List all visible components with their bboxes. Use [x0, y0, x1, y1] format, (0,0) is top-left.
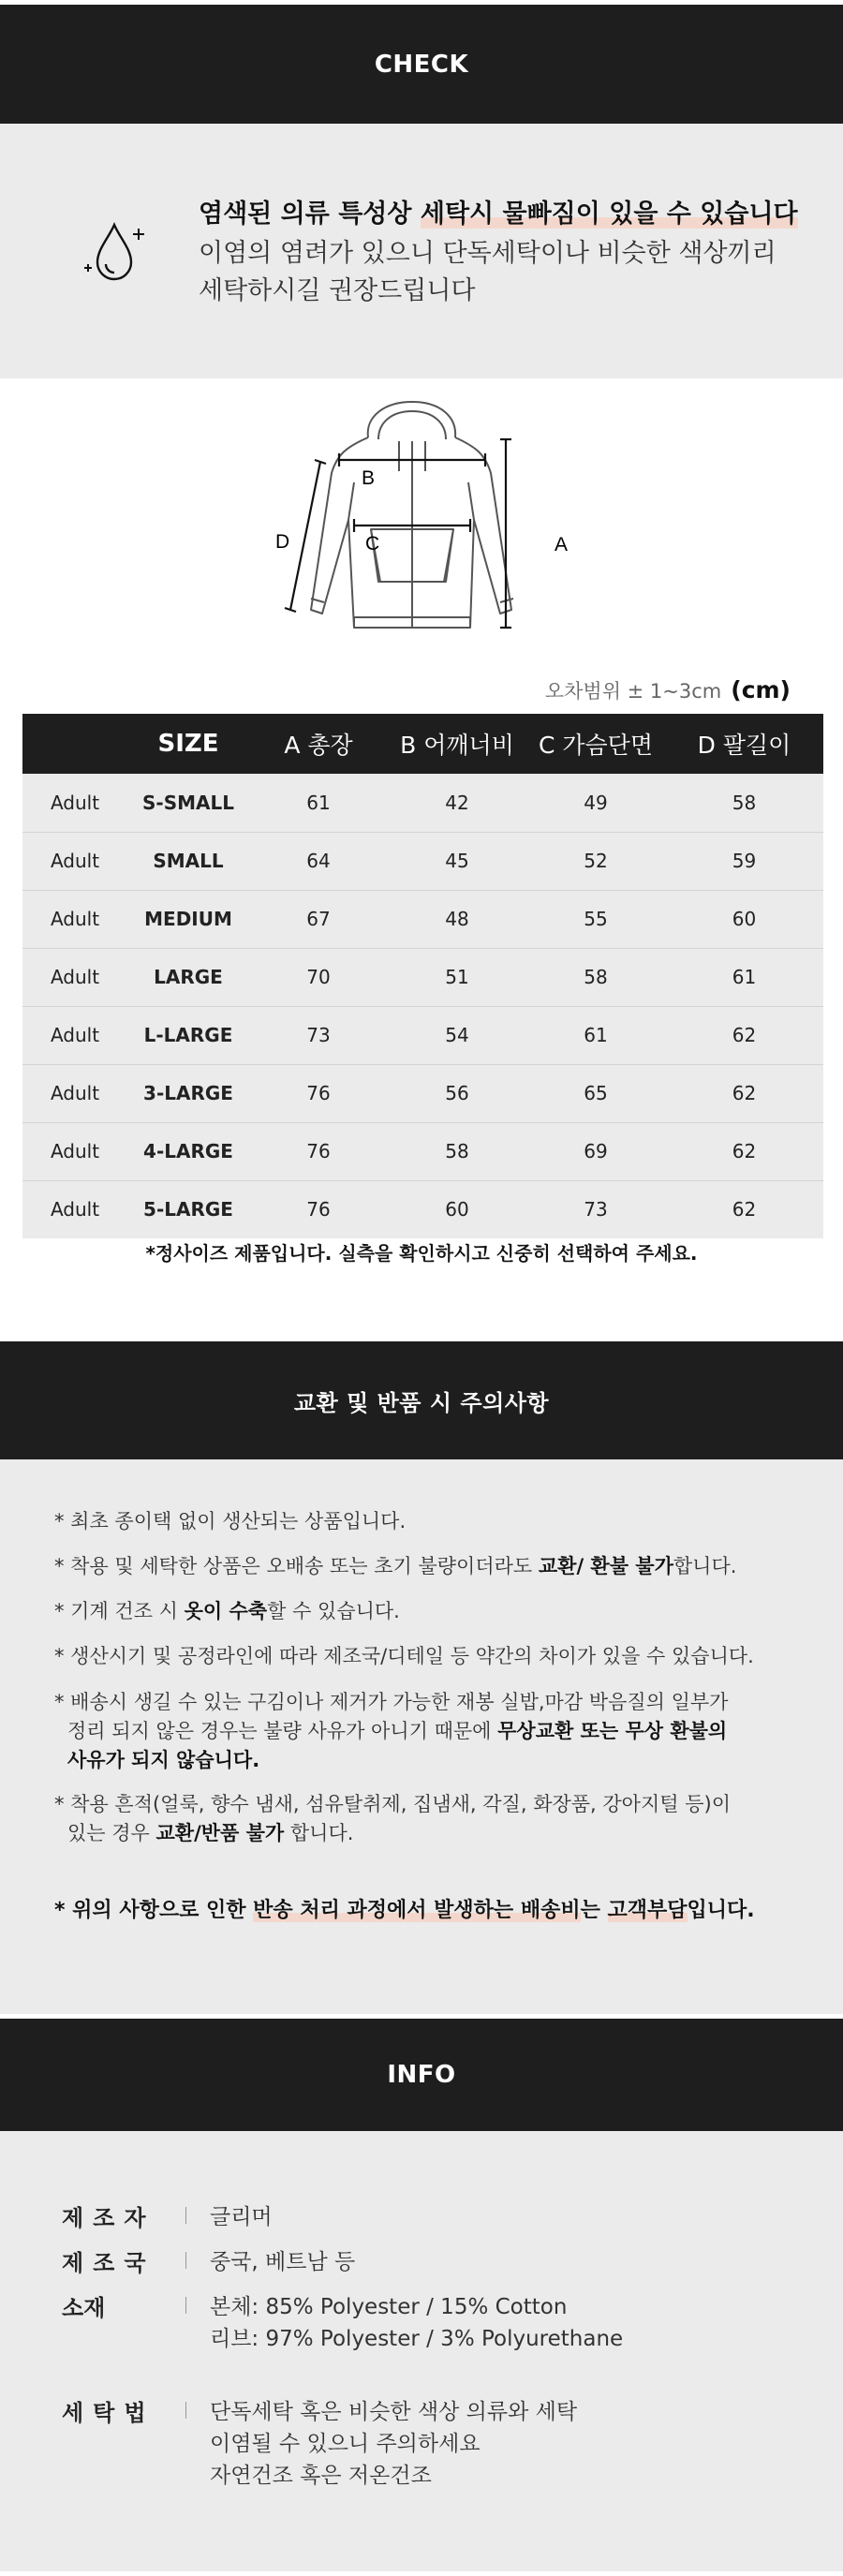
size-b-cell: 51	[388, 948, 526, 1006]
size-age-cell: Adult	[22, 832, 127, 890]
caution-item-3-bold: 옷이 수축	[184, 1600, 268, 1622]
caution-item-2-bold: 교환/ 환불 불가	[538, 1555, 673, 1577]
caution-item-5-line-1: * 배송시 생길 수 있는 구김이나 제거가 가능한 재봉 실밥,마감 박음질의 일부가	[54, 1691, 729, 1713]
size-d-cell: 58	[665, 774, 823, 832]
size-b-cell: 42	[388, 774, 526, 832]
info-wash-value-2: 이염될 수 있으니 주의하세요	[210, 2432, 481, 2456]
info-wash-value-1: 단독세탁 혹은 비슷한 색상 의류와 세탁	[210, 2400, 578, 2424]
size-name-cell: 5-LARGE	[143, 1198, 233, 1221]
info-maker-key: 제조자	[62, 2205, 155, 2231]
size-d-cell: 62	[665, 1064, 823, 1122]
header-size: SIZE	[157, 730, 219, 758]
caution-item-5-line-2	[54, 1717, 728, 1746]
info-material-value-1: 본체: 85% Polyester / 15% Cotton	[210, 2295, 568, 2319]
size-table-row	[22, 1064, 823, 1122]
size-table-row	[22, 1122, 823, 1180]
caution-item-3-text: * 기계 건조 시	[54, 1600, 185, 1622]
caution-item-1: * 최초 종이택 없이 생산되는 상품입니다.	[54, 1510, 407, 1532]
size-b-cell: 60	[445, 1198, 469, 1221]
header-age	[22, 714, 127, 774]
size-c-cell: 58	[526, 948, 665, 1006]
caution-item-2-text: * 착용 및 세탁한 상품은 오배송 또는 초기 불량이더라도	[54, 1555, 539, 1577]
size-a-cell: 64	[249, 832, 388, 890]
header-d: D 팔길이	[697, 732, 791, 759]
size-c-cell: 65	[526, 1064, 665, 1122]
size-c-cell: 49	[526, 774, 665, 832]
caution-item-3-tail: 할 수 있습니다.	[267, 1600, 400, 1622]
size-b-cell: 54	[388, 1006, 526, 1064]
caution-item-6-line-1: * 착용 흔적(얼룩, 향수 냄새, 섬유탈취제, 집냄새, 각질, 화장품, 강아지털 등)이	[54, 1793, 731, 1815]
label-a: A	[555, 534, 569, 555]
caution-item-2	[54, 1552, 736, 1581]
size-name-cell: L-LARGE	[127, 1006, 249, 1064]
size-table-row	[22, 832, 823, 890]
unit-label: (cm)	[731, 676, 791, 703]
size-table-row	[22, 774, 823, 832]
caution-shipping-tail: 입니다.	[687, 1899, 755, 1922]
size-table-row	[22, 1180, 823, 1238]
info-wash-value-3: 자연건조 혹은 저온건조	[210, 2464, 432, 2488]
size-a-cell: 70	[249, 948, 388, 1006]
check-headline-text: 염색된 의류 특성상	[199, 200, 421, 229]
caution-item-5	[54, 1688, 728, 1775]
check-line-2: 세탁하시길 권장드립니다	[199, 276, 476, 305]
label-c: C	[365, 533, 380, 555]
size-b-cell: 58	[388, 1122, 526, 1180]
caution-title: 교환 및 반품 시 주의사항	[293, 1389, 550, 1416]
caution-header	[0, 1341, 843, 1459]
size-c-cell: 55	[526, 890, 665, 948]
size-age-cell: Adult	[22, 1064, 127, 1122]
size-name-cell: 3-LARGE	[127, 1064, 249, 1122]
caution-item-4: * 생산시기 및 공정라인에 따라 제조국/디테일 등 약간의 차이가 있을 수 있습니다.	[54, 1645, 754, 1667]
size-c-cell: 73	[584, 1198, 608, 1221]
size-age-cell: Adult	[22, 1006, 127, 1064]
info-material-key	[62, 2289, 165, 2322]
size-d-cell: 62	[665, 1122, 823, 1180]
size-b-cell: 45	[388, 832, 526, 890]
size-name-cell: S-SMALL	[127, 774, 249, 832]
info-header	[0, 2019, 843, 2131]
caution-shipping-mid: 는	[580, 1899, 608, 1922]
caution-item-5-line-3	[54, 1746, 728, 1775]
size-c-cell: 69	[526, 1122, 665, 1180]
tolerance-note	[545, 676, 791, 704]
info-title: INFO	[387, 2061, 456, 2089]
check-header	[0, 5, 843, 124]
caution-item-6	[54, 1790, 731, 1848]
hoodie-diagram	[262, 398, 599, 646]
size-d-cell: 62	[732, 1198, 757, 1221]
info-maker-value: 글리머	[210, 2205, 273, 2229]
size-table-row	[22, 890, 823, 948]
check-title: CHECK	[374, 50, 469, 79]
info-material-value-2: 리브: 97% Polyester / 3% Polyurethane	[210, 2327, 624, 2351]
size-b-cell: 56	[388, 1064, 526, 1122]
header-b: B 어깨너비	[400, 732, 514, 759]
tolerance-text: 오차범위 ± 1~3cm	[544, 680, 722, 703]
label-b: B	[362, 467, 376, 489]
info-wash-key: 세탁법	[62, 2400, 155, 2426]
size-d-cell: 62	[665, 1006, 823, 1064]
check-headline	[199, 193, 798, 229]
caution-shipping-note	[54, 1894, 755, 1923]
size-d-cell: 61	[665, 948, 823, 1006]
size-a-cell: 73	[249, 1006, 388, 1064]
caution-shipping-highlight: 반송 처리 과정에서 발생하는 배송비	[253, 1899, 581, 1922]
size-a-cell: 76	[249, 1064, 388, 1122]
caution-item-5-line-2-bold: 무상교환 또는 무상 환불의	[497, 1720, 728, 1742]
label-d: D	[275, 531, 290, 553]
size-name-cell: 4-LARGE	[127, 1122, 249, 1180]
size-note: *정사이즈 제품입니다. 실측을 확인하시고 신중히 선택하여 주세요.	[145, 1242, 698, 1265]
size-table-header	[22, 714, 823, 774]
info-separator	[185, 2207, 186, 2224]
check-headline-highlight: 세탁시 물빠짐이 있을 수 있습니다	[420, 200, 798, 229]
size-name-cell: LARGE	[127, 948, 249, 1006]
size-a-cell: 61	[249, 774, 388, 832]
size-age-cell: Adult	[22, 948, 127, 1006]
size-a-cell: 76	[249, 1122, 388, 1180]
header-c: C 가슴단면	[538, 732, 653, 759]
caution-item-5-line-2-text: 정리 되지 않은 경우는 불량 사유가 아니기 때문에	[67, 1720, 498, 1742]
size-a-cell: 76	[306, 1198, 331, 1221]
caution-item-6-line-2-bold: 교환/반품 불가	[155, 1822, 285, 1844]
caution-shipping-text: * 위의 사항으로 인한	[54, 1899, 254, 1922]
size-table-row	[22, 1006, 823, 1064]
size-name-cell: MEDIUM	[127, 890, 249, 948]
caution-item-6-line-2	[54, 1819, 731, 1848]
size-b-cell: 48	[388, 890, 526, 948]
size-age-cell: Adult	[22, 1122, 127, 1180]
caution-shipping-highlight-2: 고객부담	[607, 1899, 688, 1922]
info-material-key-text: 소재	[62, 2295, 106, 2321]
water-drop-icon	[77, 217, 152, 292]
size-d-cell: 60	[665, 890, 823, 948]
size-table	[22, 714, 823, 1238]
info-separator	[185, 2402, 186, 2419]
info-country-key: 제조국	[62, 2250, 155, 2276]
caution-item-6-line-2-tail: 합니다.	[284, 1822, 354, 1844]
caution-item-3	[54, 1597, 400, 1626]
size-d-cell: 59	[665, 832, 823, 890]
caution-item-2-tail: 합니다.	[673, 1555, 737, 1577]
caution-item-6-line-2-text: 있는 경우	[67, 1822, 156, 1844]
size-c-cell: 52	[526, 832, 665, 890]
info-separator	[185, 2297, 186, 2314]
size-c-cell: 61	[526, 1006, 665, 1064]
size-name-cell: SMALL	[127, 832, 249, 890]
size-table-row	[22, 948, 823, 1006]
header-a: A 총장	[284, 732, 353, 759]
info-separator	[185, 2252, 186, 2269]
check-line-1: 이염의 염려가 있으니 단독세탁이나 비슷한 색상끼리	[199, 239, 776, 268]
size-age-cell: Adult	[22, 774, 127, 832]
caution-item-5-line-3-bold: 사유가 되지 않습니다.	[67, 1749, 260, 1771]
size-a-cell: 67	[249, 890, 388, 948]
info-country-value: 중국, 베트남 등	[210, 2250, 356, 2274]
size-age-cell: Adult	[50, 1198, 100, 1221]
size-age-cell: Adult	[22, 890, 127, 948]
